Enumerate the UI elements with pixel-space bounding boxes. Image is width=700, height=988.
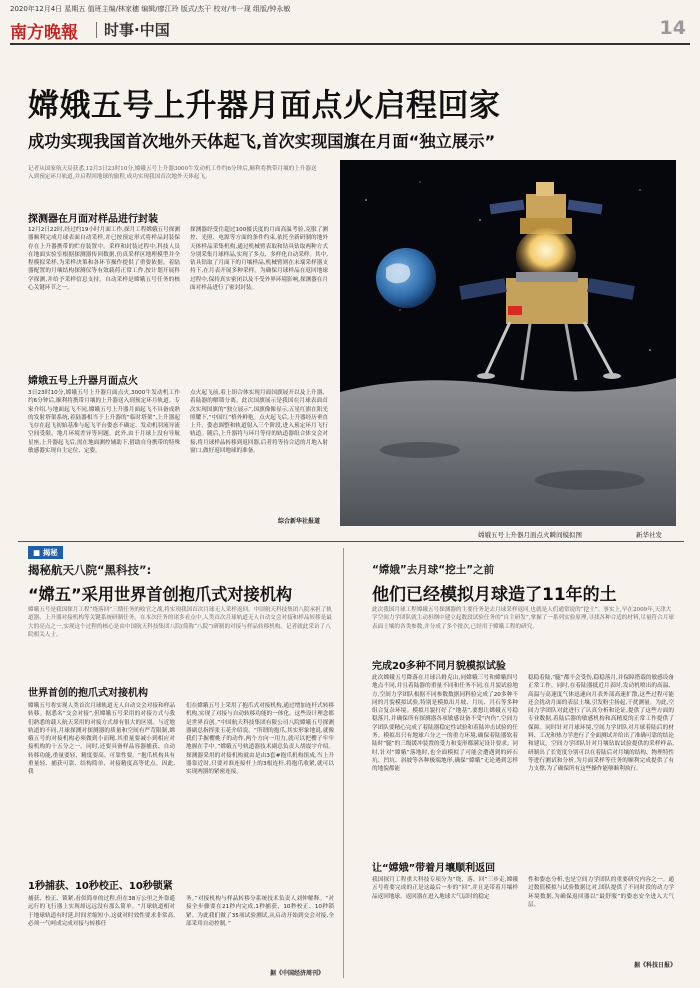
lead-section2-title: 嫦娥五号上升器月面点火 — [28, 376, 138, 387]
brand-logo: 南方晚報 — [10, 23, 78, 43]
lunar-ascent-photo — [340, 160, 676, 526]
tag-label: 揭秘 — [42, 548, 58, 557]
photo-caption: 嫦娥五号上升器月面点火瞬间模拟图 — [478, 531, 582, 539]
page-number: 14 — [659, 17, 686, 39]
masthead-rule — [10, 43, 690, 45]
lead-section2-right: 点火起飞前,着上组合体实现月面国旗展开以及上升器、着陆器的解锁分离。此次国旗展示是我国在月球表面首次实现国旗的“独立展示”,国旗像像显示,五星红旗在阳光照耀下,“中国红”格外鲜艳。点火起飞后,上升器经历垂直上升、姿态调整和轨道射入三个阶段,进入预定环月飞行轨道。随后,上升器将与环月等待的轨道器组合体交会对接,将月球样品转移到返回器,后者将等待合适的月地入射窗口,做好返回地球的准备。 — [190, 390, 328, 455]
left-story-headline: “嫦五”采用世界首创抱爪式对接机构 — [28, 585, 293, 604]
right-story-credit: 据《科技日报》 — [634, 962, 677, 969]
lead-section1-left: 12月2日22时,经过约19小时月面工作,探月工程嫦娥五号探测器顺利完成月球表面自动采样,并已按预定形式将样品封装保存在上升器携带的贮存装置中。采样和封装过程中,科技人员在地面实验室根据探测器传回数据,仿真采样区地理模型并全程模拟采样,为采样决策和各环节操作提供了重要依据。着陆器配置的月壤结构探测仪等有效载荷正常工作,按计划开展科学探测,并给予采样信息支持。自动采样是嫦娥五号任务的核心关键环节之一。 — [28, 227, 180, 292]
right-story-intro: 此次我国月球工程嫦娥五号探测器的主要任务是去月球采样返回,也就是人们通常说的“挖土”。事实上,早在2009年,天津大学空间力学团队就主动担纲中建立起数段试验任务的“自主研发”,掌握了一系列实验原理,寻找各种合适的材料,尽量符合月球表面土壤的各类参数,并分成了多个批次,已经用于嫦娥工程的研究。 — [372, 607, 674, 630]
lead-section2-left: 3日23时10分,嫦娥五号上升器月面点火,3000牛发动机工作约6分钟后,顺利将携带月壤的上升器送入到预定环月轨道。专家介绍,与地面起飞不同,嫦娥五号上升器月面起飞不具备成熟的发射塔架系统,着陆器相当于上升器的“临时塔架”,上升器起飞存在起飞初始基准与起飞平台姿态不确定、发动机羽流导流空间受限、地月环境差异等问题。此外,由于月球上没有导航星座,上升器起飞后,需在地面测控辅助下,借助自身携带的特殊敏感器实现自主定位、定姿。 — [28, 390, 180, 455]
left-section2-col2: 务。”对接机构与样品转移分系统技术负责人刘仲解释。“对接全步骤要在21秒内完成,1秒捕获、10秒校正、10秒锁紧。为此我们做了35项试验测试,从启动开始到交会对接,全部采用自动控制。” — [186, 896, 334, 927]
right-section1-col2: 稳稳着陆,“腿”都不会受伤,稳稳落月,并保障搭载的敏感设备正常工作。同时,在着陆器抵近月表时,发动机喷出的高温、高温与高速度气体迅速向月表外部高速扩散,这些过程可能还会扰动月面的表层土壤,引发粉尘扬起,干扰测量。为此,空间力学团队对此进行了认真分析和论证,提供了这些方面的专业数据,着陆后器的敏感机构和高精度的正常工作提供了保障。同时针对月球环境,空间力学团队对月球着陆后的材料、工况和热力学进行了全面测试并给出了准确可靠的结论和建议。空间力学团队针对月壤钻取试验提供的采样样品,研制出了长宽度分别可以在着陆后对月壤的结构、物理特性等进行测试和分析,为月面采样等任务的顺利完成提供了有力支撑,为了确保所有这些操作能够顺利执行。 — [528, 675, 674, 773]
lead-section1-title: 探测器在月面对样品进行封装 — [28, 214, 158, 225]
lead-section1-right: 探测器经受住超过100摄氏度的月面高温考验,克服了测控、光照、电源等方面的条件约束,依托全新研制的地外天体样品采集机构,通过机械臂表取和钻具钻取两种方式分别采集月球样品,实现了多点、多样化自动采样。其中,钻具钻取了月面下的月壤样品,机械臂则在末端采样器支持下,在月表开展多种采样。为确保月球样品在返回地球过程中,保持真实密闭以及不受外界环境影响,探测器在月面对样品进行了密封封装。 — [190, 227, 328, 292]
masthead-meta: 2020年12月4日 星期五 值班主编/林家穗 编辑/廖江玲 版式/杰干 校对/韦一现 组版/钟永敏 — [10, 5, 291, 13]
left-story-tag — [28, 546, 63, 559]
lead-intro: 记者从国家航天局获悉,12月3日23时10分,嫦娥五号上升器3000牛发动机工作约6分钟后,顺利将携带月壤的上升器送入到预定环月轨道,并启程回地球的旅程,成功实现我国首次地外天体起飞。 — [28, 166, 317, 181]
left-section2-title: 1秒捕获、10秒校正、10秒锁紧 — [28, 881, 173, 892]
left-section2-col1: 捕获、校正、锁紧,看似简单的过程,但在38万公里之外靠遥远行的飞行器上实现却远远没有那么简单。“月球轨道相对于地球轨道有时延,时间差缩短小,这就对时效性要求非常高,必须一气呵成完成对接与转移任 — [28, 896, 175, 927]
left-section1-title: 世界首创的抱爪式对接机构 — [28, 688, 148, 699]
left-section1-col1: 嫦娥五号将实现人类首次月球轨道无人自动交会对接和样品转移。据悉名“交会对接”,但嫦娥五号采用的对接方式与我们熟悉的载人航天采用的对接方式却有很大的区别。与近地轨道的不同,月球探测对探测器的质量和空间有严苛限制,嫦娥五号的对接机构必须做到小而精,其重量要减小到相应对接机构的十五分之一。同时,还要具备样品容器捕获、自动转移功能,重量要轻、精度要高、可靠性要。“抱爪机构具有重量轻、捕获可靠、结构简单、对接精度高等优点。因此,我 — [28, 703, 175, 776]
lead-subheadline: 成功实现我国首次地外天体起飞,首次实现国旗在月面“独立展示” — [28, 132, 496, 151]
photo-credit: 新华社发 — [636, 531, 662, 539]
lead-bottom-rule — [18, 541, 684, 542]
right-story-kicker: “嫦娥”去月球“挖土”之前 — [372, 564, 495, 576]
tag-marker-icon: ■ — [33, 548, 41, 557]
lunar-ascent-illustration — [340, 160, 676, 526]
right-section1-col1: 此次嫦娥五号降落在月球吕姆克山,同嫦娥三号和嫦娥四号地点不同,并且着陆器的重量不同和任务不同,在月貌试验地方,空间力学团队根据不同参数数据同科验完成了20多种不同的月貌模拟试验,特别是模拟出月坡、月坑、月石等多种组合复杂环境。模拟月貌打好了“地基”,要想让嫦娥五号稳稳落月,并确保所有探测器各项敏感设备不受“内伤”,空间力学团队要精心完成了着陆器稳定性试验和着陆冲击试验的任务。模拟出只有地球六分之一的重力环境,确保着陆器软着陆时“腿”的三级缓冲装置的受力和变形都满足设计要求。同时,针对“嫦娥”落地时,也全面模拟了可能会遭遇到的碎石坑、凹坑、斜坡等各种极端地形,确保“嫦娥”无论遇到怎样的地貌都能 — [372, 675, 518, 773]
left-story-credit: 据《中国经济周刊》 — [270, 970, 325, 977]
section-divider — [96, 22, 97, 38]
left-story-intro: 嫦娥五号是我国探月工程“绕落回”三期任务的收官之战,将实现我国首次月球无人采样返回。中国航天科技集团八院承担了轨道器、上升器对接机构等关键系统研制任务。在本次任务的诸多看点中,人类首次月球轨道无人自动交会对接和样品转移是最大的亮点之一,实现这个过程的核心是由中国航天科技集团八院(简称“八院”)研制的对接与样品转移机构。记者就此采访了八院相关人士。 — [28, 607, 332, 638]
section-name: 时事·中国 — [104, 21, 170, 39]
right-story-headline: 他们已经模拟月球造了11年的土 — [372, 585, 617, 605]
left-story-kicker: 揭秘航天八院“黑科技”: — [28, 563, 152, 577]
left-section1-col2: 们在嫦娥五号上采用了抱爪式对接机构,通过增加连杆式转移机构,实现了对接与自动转移功能的一体化。这些设计理念都是世界首创。”中国航天科技集团有限公司八院嫦娥五号探测器副总指挥张玉花介绍说。“所谓的抱爪,其实形象地说,就像我们手握樱桃子的动作,两个方向一用力,就可以把樱子牢牢地握在手中。”嫦娥五号轨道器技术副总负责人胡震宇介绍。探测器采用的对接机构就由是由3套#抱爪机构组成,当上升器靠近时,只要对准连接杆上的3根连杆,将抱爪收紧,就可以实现两器的紧密连接。 — [186, 703, 334, 776]
right-section2-title: 让“嫦娥”带着月壤顺利返回 — [372, 863, 496, 874]
lead-headline: 嫦娥五号上升器月面点火启程回家 — [28, 88, 501, 124]
right-section2-col2: 性和姿态分析,也是空间力学团队的重要研究内容之一。通过数值模拟与试验数据比对,团队提供了不同时段的动力学环境数据,为确保返回器以“最舒服”的姿态安全进入大气层。 — [528, 877, 674, 908]
right-section1-title: 完成20多种不同月貌模拟试验 — [372, 661, 506, 672]
right-section2-col1: 我国探月工程重大科技专项分为“绕、落、回”三步走,嫦娥五号将要完成的正是这最后一步的“回”,并且是带着月壤样品返回地球。返回器在进入地球大气层时的稳定 — [372, 877, 518, 900]
column-divider — [343, 548, 344, 978]
lead-credit: 综合新华社报道 — [278, 518, 321, 525]
